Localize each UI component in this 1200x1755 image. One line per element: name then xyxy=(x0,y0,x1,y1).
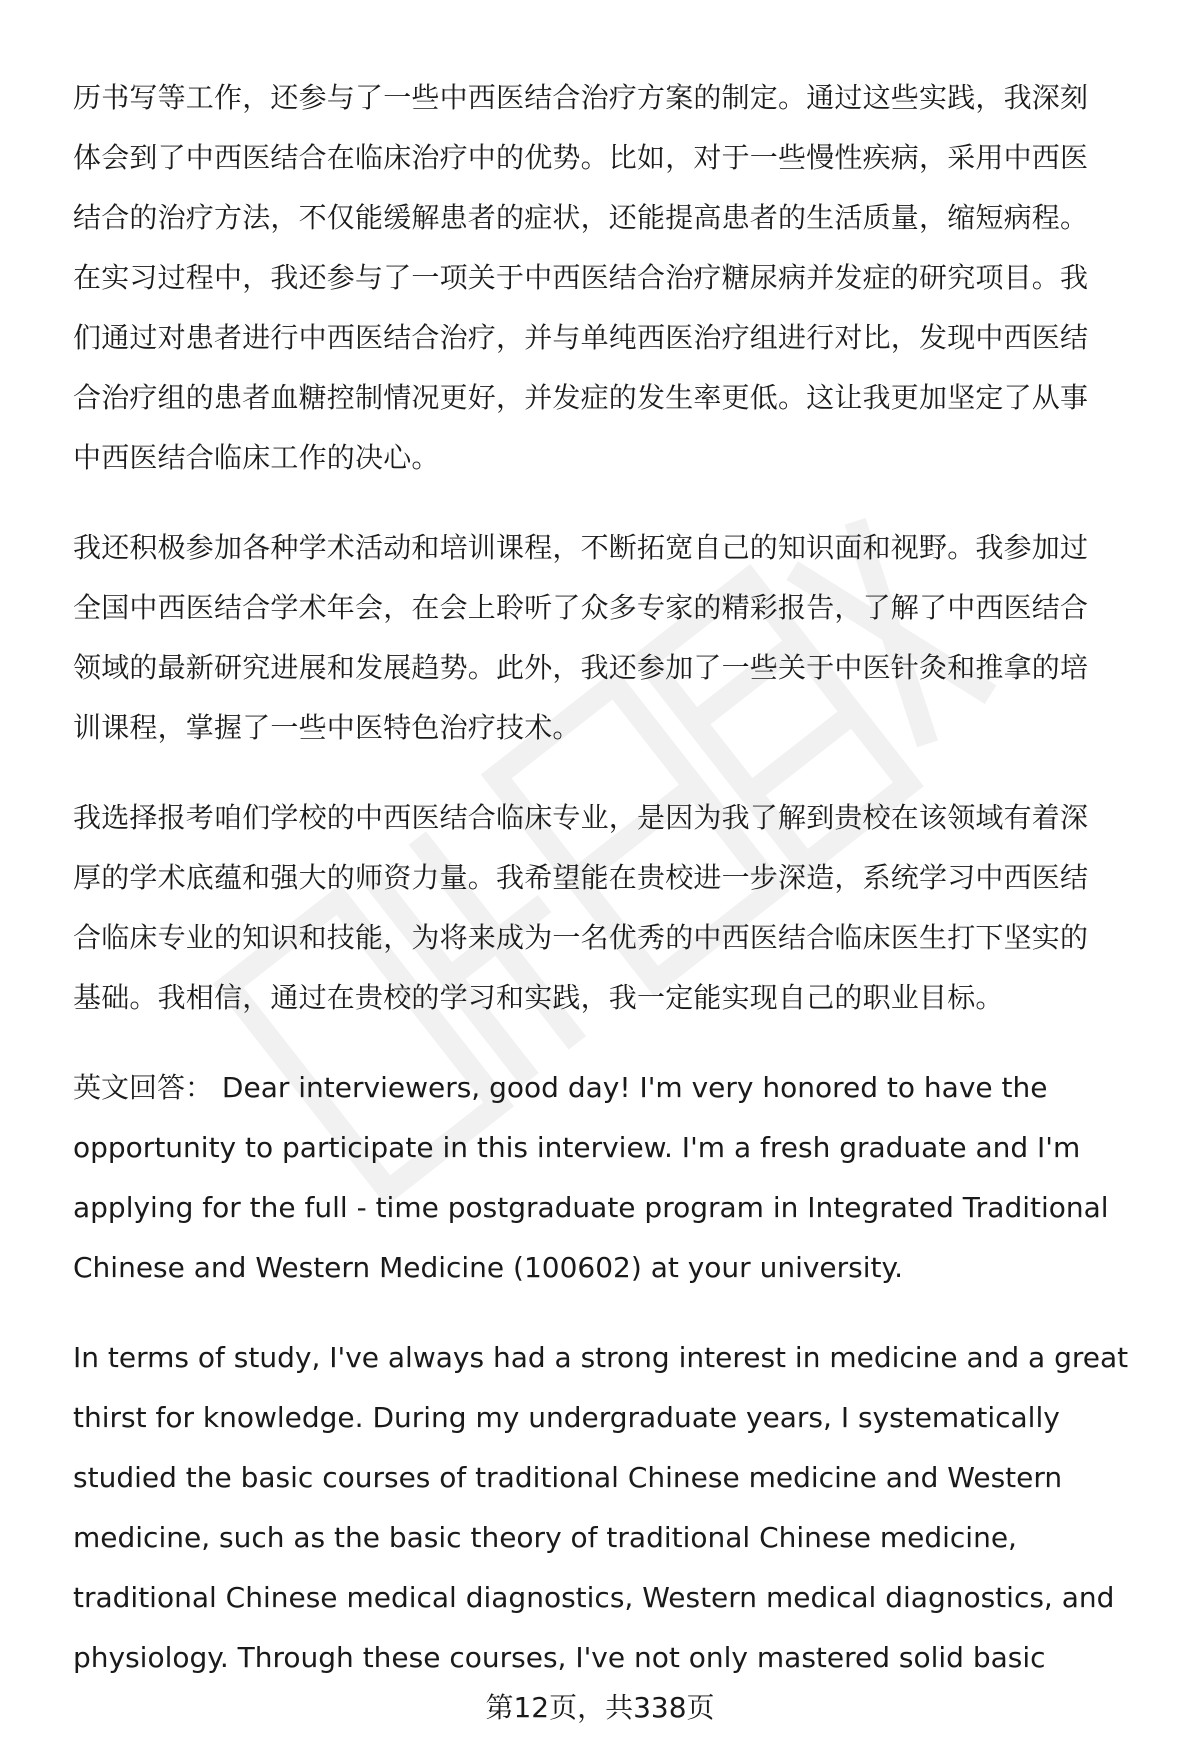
paragraph-internship: 历书写等工作，还参与了一些中西医结合治疗方案的制定。通过这些实践，我深刻 体会到了中西医结合在临床治疗中的优势。比如，对于一些慢性疾病，采用中西医 结合的治疗方法，不仅能缓解患者的症状，还能提高患者的生活质量，缩短病程。 在实习过程中，我还参与了一项关于中西医结合治疗糖尿病并发症的研究项目。我 们通过对患者进行中西医结合治疗，并与单纯西医治疗组进行对比，发现中西医结 合治疗组的患者血糖控制情况更好，并发症的发生率更低。这让我更加坚定了从事 中西医结合临床工作的决心。 xyxy=(73,81,1089,474)
paragraph-reason-for-applying: 我选择报考咱们学校的中西医结合临床专业，是因为我了解到贵校在该领域有着深 厚的学术底蕴和强大的师资力量。我希望能在贵校进一步深造，系统学习中西医结 合临床专业的知识和技能，为将来成为一名优秀的中西医结合临床医生打下坚实的 基础。我相信，通过在贵校的学习和实践，我一定能实现自己的职业目标。 xyxy=(73,801,1089,1014)
paragraph-academic-activities: 我还积极参加各种学术活动和培训课程，不断拓宽自己的知识面和视野。我参加过 全国中西医结合学术年会，在会上聆听了众多专家的精彩报告，了解了中西医结合 领域的最新研究进展和发展趋势。此外，我还参加了一些关于中医针灸和推拿的培 训课程，掌握了一些中医特色治疗技术。 xyxy=(73,531,1089,744)
paragraph-english-answer-intro: 英文回答： Dear interviewers, good day! I'm very honored to have the opportunity to participate in this interview. I'm a fresh graduate and I'm applying for the full - time postgraduate program in Integrated Traditional Chinese and Western Medicine (100602) at your university. xyxy=(73,1071,1109,1284)
page-number-footer: 第12页，共338页 xyxy=(485,1691,715,1724)
document-body xyxy=(73,68,1143,1688)
paragraph-english-study: In terms of study, I've always had a strong interest in medicine and a great thirst for knowledge. During my undergraduate years, I systematically studied the basic courses of traditional Chinese medicine and Western medicine, such as the basic theory of traditional Chinese medicine, traditional Chinese medical diagnostics, Western medical diagnostics, and physiology. Through these courses, I've not only mastered solid basic xyxy=(73,1341,1129,1674)
